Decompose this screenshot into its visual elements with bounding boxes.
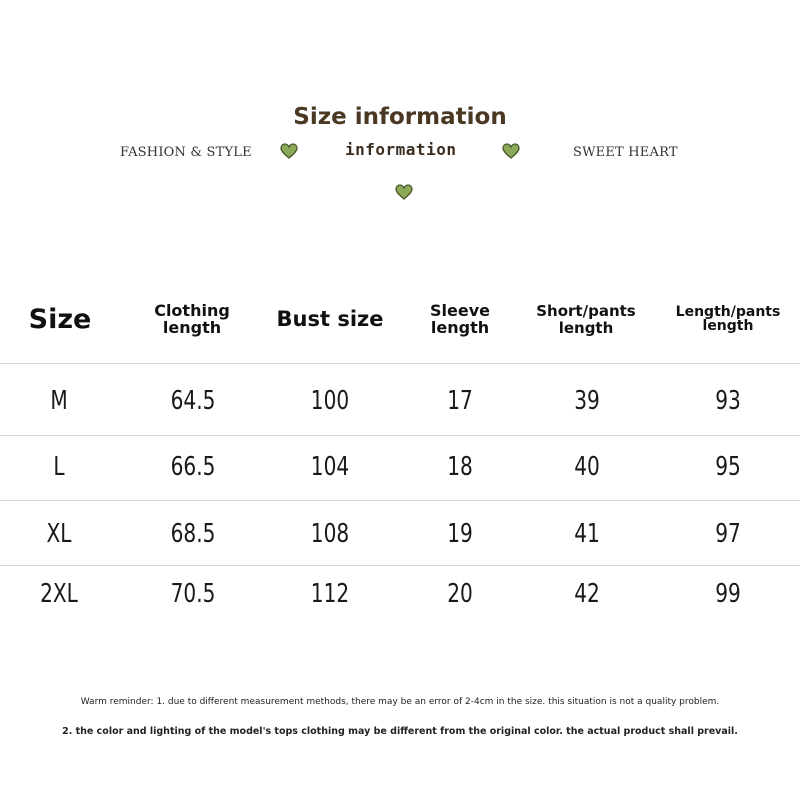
col-header-short-pants-length — [530, 303, 642, 337]
cell-length-pants-length: 93 — [715, 386, 741, 416]
col-header-line: Sleeve — [430, 301, 490, 320]
cell-clothing-length: 68.5 — [170, 519, 216, 549]
cell-bust-size: 112 — [310, 579, 350, 609]
cell-sleeve-length: 18 — [447, 452, 473, 482]
warm-reminder-note-2: 2. the color and lighting of the model's tops clothing may be different from the original color. the actual product shall prevail. — [62, 726, 738, 737]
col-header-line: length — [702, 318, 754, 334]
row-divider — [0, 435, 800, 436]
fashion-style-tag: FASHION & STYLE — [120, 145, 252, 160]
col-header-line: Length/pants — [675, 304, 781, 320]
cell-size: 2XL — [40, 579, 78, 609]
heart-icon — [395, 184, 413, 200]
col-header-sleeve-length — [410, 302, 510, 336]
page-title: Size information — [293, 104, 507, 130]
cell-short-pants-length: 42 — [574, 579, 600, 609]
col-header-line: Short/pants — [536, 302, 636, 320]
cell-length-pants-length: 95 — [715, 452, 741, 482]
col-header-clothing-length — [142, 302, 242, 336]
warm-reminder-note-1: Warm reminder: 1. due to different measurement methods, there may be an error of 2-4cm in the size. this situation is not a quality problem. — [80, 697, 720, 707]
col-header-line: Bust size — [276, 307, 384, 331]
heart-icon — [502, 143, 520, 159]
col-header-size — [20, 305, 100, 335]
sweet-heart-tag: SWEET HEART — [573, 145, 678, 160]
cell-size: M — [50, 386, 68, 416]
cell-clothing-length: 70.5 — [170, 579, 216, 609]
col-header-line: Clothing — [154, 301, 230, 320]
row-divider — [0, 363, 800, 364]
row-divider — [0, 565, 800, 566]
cell-clothing-length: 64.5 — [170, 386, 216, 416]
cell-short-pants-length: 39 — [574, 386, 600, 416]
information-tag: information — [345, 140, 457, 159]
col-header-line: length — [162, 318, 222, 337]
cell-size: L — [53, 452, 65, 482]
cell-bust-size: 104 — [310, 452, 350, 482]
cell-length-pants-length: 99 — [715, 579, 741, 609]
cell-bust-size: 108 — [310, 519, 350, 549]
cell-clothing-length: 66.5 — [170, 452, 216, 482]
col-header-line: length — [558, 319, 614, 337]
cell-sleeve-length: 17 — [447, 386, 473, 416]
heart-icon — [280, 143, 298, 159]
col-header-line: Size — [28, 304, 92, 335]
cell-sleeve-length: 20 — [447, 579, 473, 609]
col-header-length-pants-length — [670, 305, 786, 333]
cell-short-pants-length: 40 — [574, 452, 600, 482]
cell-sleeve-length: 19 — [447, 519, 473, 549]
col-header-bust-size — [270, 307, 390, 331]
cell-length-pants-length: 97 — [715, 519, 741, 549]
row-divider — [0, 500, 800, 501]
col-header-line: length — [430, 318, 490, 337]
cell-short-pants-length: 41 — [574, 519, 600, 549]
cell-size: XL — [46, 519, 72, 549]
cell-bust-size: 100 — [310, 386, 350, 416]
